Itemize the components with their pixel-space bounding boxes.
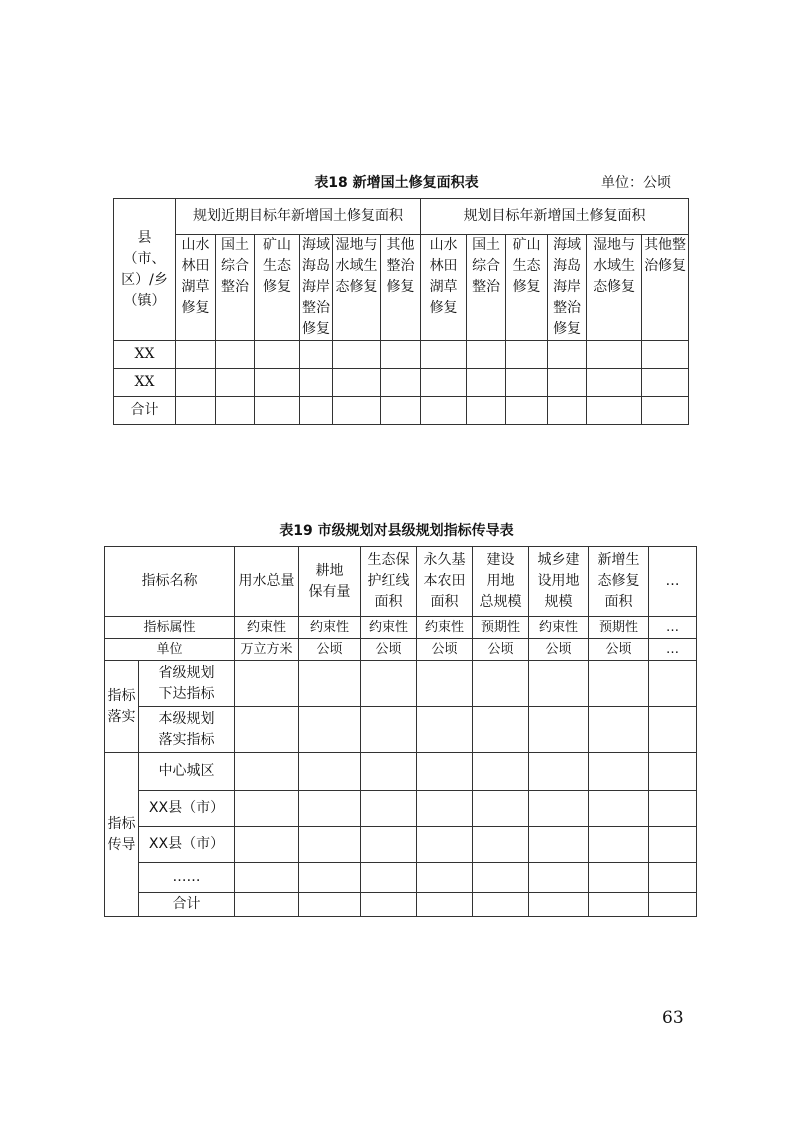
table-cell: [589, 661, 649, 707]
table-cell: [473, 863, 529, 893]
table18-subcol-header: 国土 综合 整治: [216, 235, 255, 341]
table-cell: [642, 369, 689, 397]
table-cell: [299, 827, 361, 863]
table18-row-label: XX: [114, 341, 176, 369]
table19-unit-value: 公顷: [361, 639, 417, 661]
table-cell: [361, 827, 417, 863]
table19-attr-label: 指标属性: [105, 617, 235, 639]
table-cell: [587, 341, 642, 369]
table-cell: [235, 661, 299, 707]
table19-attr-value: 约束性: [529, 617, 589, 639]
table-cell: [333, 341, 381, 369]
table19-row-label: 中心城区: [139, 753, 235, 791]
table19-row-label: XX县（市）: [139, 827, 235, 863]
table19-unit-value: 公顷: [417, 639, 473, 661]
table19-col-header: 永久基 本农田 面积: [417, 547, 473, 617]
table-cell: [421, 369, 467, 397]
table-cell: [649, 753, 697, 791]
table-cell: [176, 341, 216, 369]
table-cell: [299, 893, 361, 917]
table19-unit-label: 单位: [105, 639, 235, 661]
table19-col-header: 城乡建 设用地 规模: [529, 547, 589, 617]
table-cell: [587, 369, 642, 397]
table18-caption: 表18 新增国土修复面积表: [314, 175, 479, 191]
table18-row-label: XX: [114, 369, 176, 397]
table-cell: [649, 791, 697, 827]
table-cell: [642, 341, 689, 369]
table-cell: [548, 397, 587, 425]
table-cell: [417, 863, 473, 893]
table-cell: [417, 827, 473, 863]
table18-group1-header: 规划近期目标年新增国土修复面积: [176, 199, 421, 235]
table-cell: [299, 753, 361, 791]
table19-attr-value: …: [649, 617, 697, 639]
table-cell: [176, 369, 216, 397]
table-cell: [235, 893, 299, 917]
table-cell: [417, 661, 473, 707]
table-cell: [589, 863, 649, 893]
table-cell: [589, 707, 649, 753]
table19-unit-value: 万立方米: [235, 639, 299, 661]
table18: [113, 198, 689, 425]
table-cell: [361, 863, 417, 893]
table18-row-label: 合计: [114, 397, 176, 425]
table19-unit-value: …: [649, 639, 697, 661]
table-cell: [649, 863, 697, 893]
table-cell: [473, 707, 529, 753]
table19-row-label: 合计: [139, 893, 235, 917]
table-cell: [381, 397, 421, 425]
table-cell: [529, 791, 589, 827]
table-cell: [506, 369, 548, 397]
table-cell: [300, 397, 333, 425]
table19-unit-value: 公顷: [529, 639, 589, 661]
table18-subcol-header: 海域 海岛 海岸 整治 修复: [548, 235, 587, 341]
table-cell: [417, 753, 473, 791]
table-cell: [176, 397, 216, 425]
table-cell: [589, 791, 649, 827]
table19-col-header: …: [649, 547, 697, 617]
page-number: 63: [662, 1008, 684, 1028]
table19-unit-value: 公顷: [473, 639, 529, 661]
table-cell: [529, 661, 589, 707]
table18-unit: 单位：公顷: [601, 175, 671, 191]
table-cell: [649, 661, 697, 707]
table-cell: [216, 369, 255, 397]
table19-row-label: 本级规划 落实指标: [139, 707, 235, 753]
table-cell: [589, 827, 649, 863]
table-cell: [300, 341, 333, 369]
table-cell: [255, 341, 300, 369]
table18-subcol-header: 其他整 治修复: [642, 235, 689, 341]
table19-name-header: 指标名称: [105, 547, 235, 617]
table18-corner-header: 县 （市、 区）/乡 （镇）: [114, 199, 176, 341]
table-cell: [417, 707, 473, 753]
table-cell: [333, 397, 381, 425]
table-cell: [548, 369, 587, 397]
table18-subcol-header: 矿山 生态 修复: [506, 235, 548, 341]
table19-attr-value: 预期性: [589, 617, 649, 639]
table-cell: [506, 397, 548, 425]
table-cell: [417, 893, 473, 917]
table19-attr-value: 约束性: [235, 617, 299, 639]
table19-col-header: 耕地 保有量: [299, 547, 361, 617]
table19-unit-value: 公顷: [589, 639, 649, 661]
table19-unit-value: 公顷: [299, 639, 361, 661]
table-cell: [216, 341, 255, 369]
table-cell: [589, 893, 649, 917]
table-cell: [299, 863, 361, 893]
table-cell: [299, 707, 361, 753]
table-cell: [529, 707, 589, 753]
table19-group-a-label: 指标 落实: [105, 661, 139, 753]
table19-col-header: 建设 用地 总规模: [473, 547, 529, 617]
table18-subcol-header: 矿山 生态 修复: [255, 235, 300, 341]
table-cell: [421, 341, 467, 369]
table-cell: [299, 661, 361, 707]
table19-col-header: 用水总量: [235, 547, 299, 617]
table19-attr-value: 约束性: [361, 617, 417, 639]
table19-col-header: 新增生 态修复 面积: [589, 547, 649, 617]
table-cell: [299, 791, 361, 827]
table-cell: [216, 397, 255, 425]
table-cell: [235, 753, 299, 791]
table-cell: [235, 827, 299, 863]
table-cell: [361, 753, 417, 791]
table18-group2-header: 规划目标年新增国土修复面积: [421, 199, 689, 235]
table19-group-b-label: 指标 传导: [105, 753, 139, 917]
table-cell: [649, 827, 697, 863]
table-cell: [587, 397, 642, 425]
table18-subcol-header: 山水 林田 湖草 修复: [421, 235, 467, 341]
table-cell: [467, 341, 506, 369]
table-cell: [255, 369, 300, 397]
table19: [104, 546, 697, 917]
table18-subcol-header: 海域 海岛 海岸 整治 修复: [300, 235, 333, 341]
table18-subcol-header: 其他 整治 修复: [381, 235, 421, 341]
table-cell: [649, 707, 697, 753]
table19-attr-value: 约束性: [417, 617, 473, 639]
table-cell: [361, 791, 417, 827]
table-cell: [548, 341, 587, 369]
table-cell: [467, 397, 506, 425]
table-cell: [381, 341, 421, 369]
table-cell: [473, 827, 529, 863]
table19-attr-value: 约束性: [299, 617, 361, 639]
table19-attr-value: 预期性: [473, 617, 529, 639]
table-cell: [235, 863, 299, 893]
table-cell: [506, 341, 548, 369]
table19-row-label: XX县（市）: [139, 791, 235, 827]
table19-row-label: 省级规划 下达指标: [139, 661, 235, 707]
table-cell: [300, 369, 333, 397]
table-cell: [473, 753, 529, 791]
table-cell: [381, 369, 421, 397]
table-cell: [421, 397, 467, 425]
table19-caption: 表19 市级规划对县级规划指标传导表: [279, 523, 514, 539]
table-cell: [529, 753, 589, 791]
table18-subcol-header: 湿地与 水域生 态修复: [333, 235, 381, 341]
table18-subcol-header: 湿地与 水域生 态修复: [587, 235, 642, 341]
table-cell: [589, 753, 649, 791]
table-cell: [235, 707, 299, 753]
table-cell: [235, 791, 299, 827]
table-cell: [417, 791, 473, 827]
table-cell: [473, 661, 529, 707]
table-cell: [473, 893, 529, 917]
table-cell: [467, 369, 506, 397]
table-cell: [642, 397, 689, 425]
table18-subcol-header: 山水 林田 湖草 修复: [176, 235, 216, 341]
table-cell: [361, 893, 417, 917]
table-cell: [361, 707, 417, 753]
table19-col-header: 生态保 护红线 面积: [361, 547, 417, 617]
table18-subcol-header: 国土 综合 整治: [467, 235, 506, 341]
table-cell: [333, 369, 381, 397]
table-cell: [473, 791, 529, 827]
table-cell: [529, 827, 589, 863]
table-cell: [529, 863, 589, 893]
table-cell: [649, 893, 697, 917]
table-cell: [361, 661, 417, 707]
table-cell: [529, 893, 589, 917]
table19-row-label: ……: [139, 863, 235, 893]
table-cell: [255, 397, 300, 425]
